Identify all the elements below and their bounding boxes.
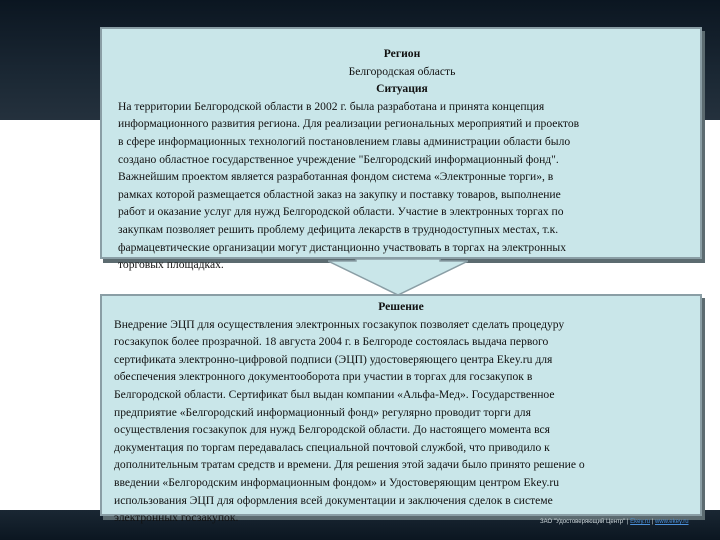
- footer: ЗАО "Удостоверяющий Центр" | Ekey.ru | www.ekey.ru: [540, 519, 689, 525]
- text-line: использования ЭЦП для оформления всей документации и заключения сделок в системе: [114, 493, 553, 507]
- footer-company: ЗАО "Удостоверяющий Центр": [540, 519, 626, 525]
- text-line: закупкам позволяет решить проблему дефицита лекарств в труднодоступных местах, т.к.: [118, 222, 559, 236]
- text-line: дополнительным тратам средств и времени. Для решения этой задачи было принято решение о: [114, 458, 585, 472]
- text-line: введении «Белгородским информационным фондом» и Удостоверяющим центром Ekey.ru: [114, 475, 560, 489]
- situation-text: [118, 98, 686, 274]
- region-heading: Регион: [383, 47, 421, 60]
- text-line: осуществления госзакупок для нужд Белгородской области. До настоящего момента вся: [114, 423, 550, 437]
- situation-box: [100, 27, 702, 272]
- text-line: Внедрение ЭЦП для осуществления электронных госзакупок позволяет сделать процедуру: [114, 317, 565, 331]
- text-line: информационного развития региона. Для реализации региональных мероприятий и проектов: [118, 117, 580, 131]
- down-arrow-icon: [328, 259, 468, 296]
- text-line: Белгородской области. Сертификат был выдан компании «Альфа-Мед». Государственное: [114, 387, 555, 401]
- text-line: сертификата электронно-цифровой подписи (ЭЦП) удостоверяющего центра Ekey.ru для: [114, 352, 553, 366]
- solution-text: [114, 316, 688, 527]
- text-line: торговых площадках.: [118, 258, 224, 272]
- text-line: госзакупок более прозрачной. 18 августа 2004 г. в Белгороде состоялась выдача первого: [114, 335, 549, 349]
- situation-heading: Ситуация: [376, 82, 428, 96]
- region-name: Белгородская область: [348, 64, 456, 78]
- text-line: обеспечения электронного документооборота при участии в торгах для госзакупок в: [114, 370, 533, 384]
- solution-heading: Решение: [378, 300, 424, 313]
- text-line: Важнейшим проектом является разработанная фондом система «Электронные торги», в: [118, 170, 554, 184]
- text-line: На территории Белгородской области в 2002 г. была разработана и принята концепция: [118, 99, 545, 113]
- footer-link-site[interactable]: www.ekey.ru: [654, 519, 689, 525]
- footer-link-ekey[interactable]: Ekey.ru: [630, 519, 651, 525]
- text-line: документация по торгам передавалась специальной почтовой службой, что приводило к: [114, 440, 550, 454]
- text-line: создано областное государственное учреждение "Белгородский информационный фонд".: [118, 152, 559, 166]
- text-line: в сфере информационных технологий постановлением главы администрации области было: [118, 134, 571, 148]
- text-line: электронных госзакупок.: [114, 511, 239, 525]
- text-line: предприятие «Белгородский информационный фонд» регулярно проводит торги для: [114, 405, 531, 419]
- text-line: рамках которой размещается областной заказ на закупку и поставку товаров, выполнение: [118, 187, 561, 201]
- text-line: фармацевтические организации могут дистанционно участвовать в торгах на электронных: [118, 240, 566, 254]
- text-line: работ и оказание услуг для нужд Белгородской области. Участие в электронных торгах по: [118, 205, 564, 219]
